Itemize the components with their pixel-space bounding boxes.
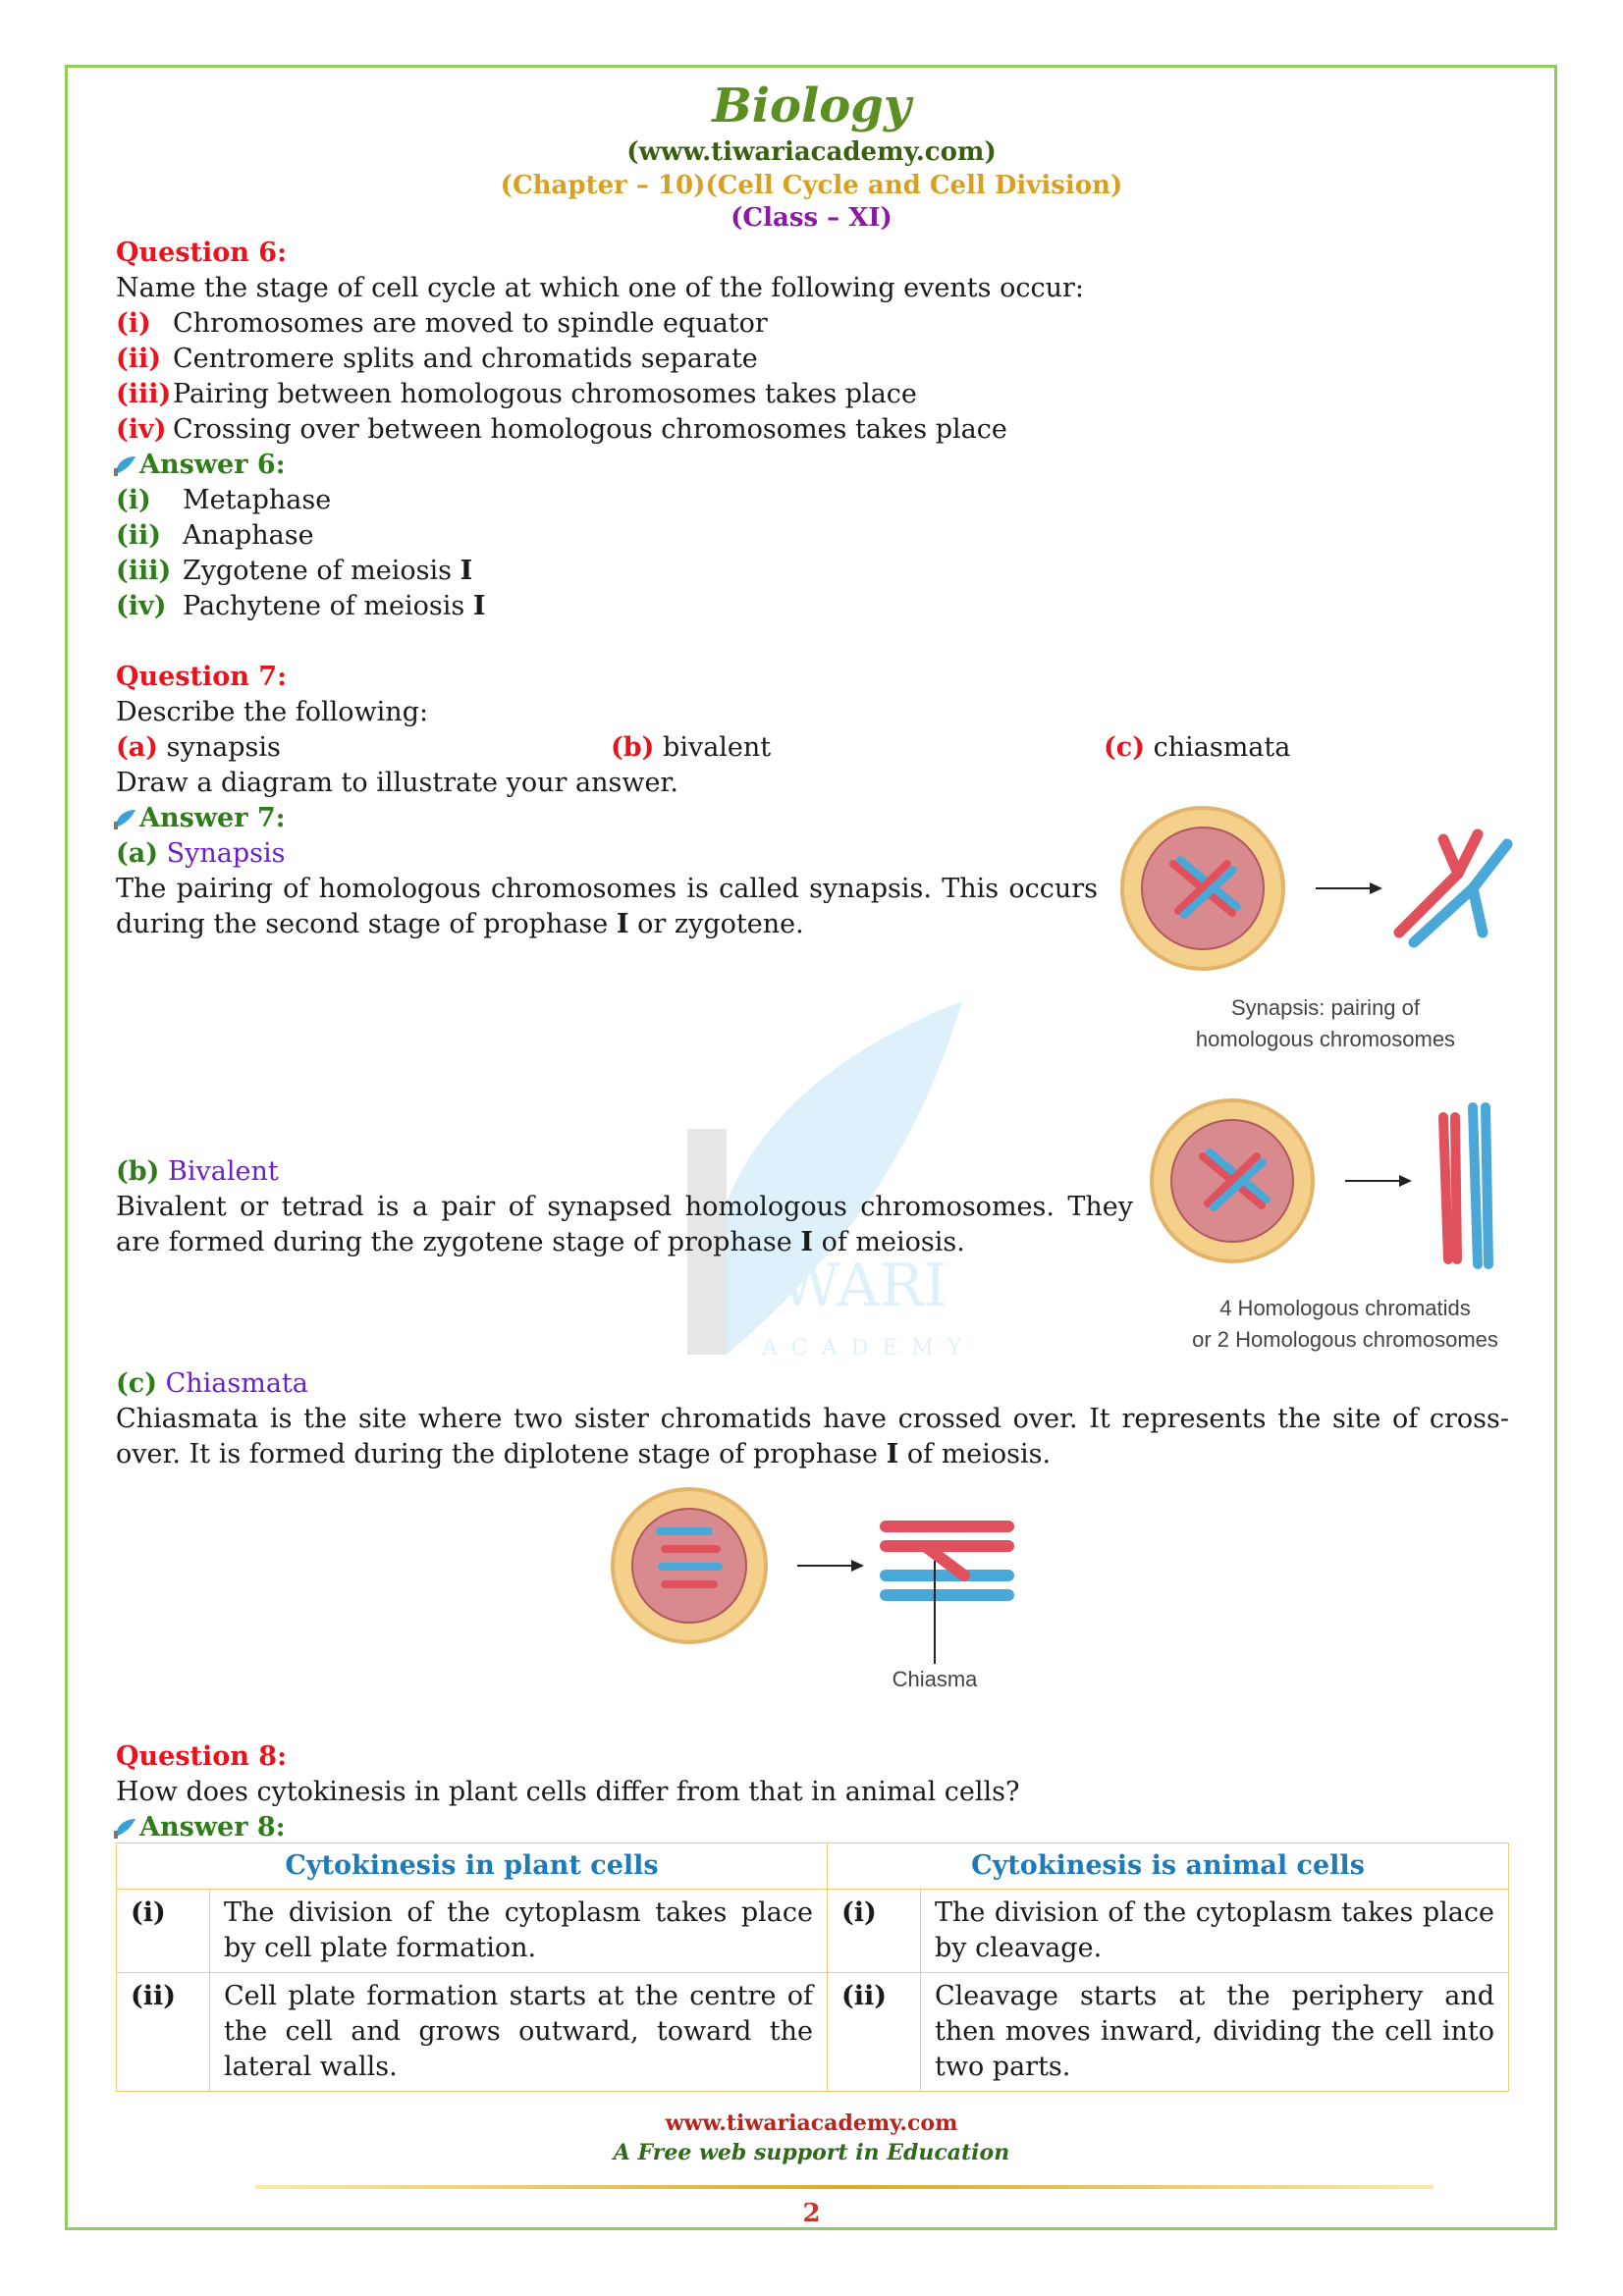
chiasmata-text: Chiasmata is the site where two sister chromatids have crossed over. It represents the site of cross-over. It is formed during the diplotene stage of prophase I of meiosis. (116, 1404, 1509, 1469)
page-title: Biology (712, 79, 911, 133)
question-8-label: Question 8: (116, 1741, 288, 1772)
answer-6-label: Answer 6: (114, 448, 286, 483)
footer-divider (255, 2185, 1434, 2189)
answer-bullet-icon (114, 454, 137, 476)
question-6-item: (ii) Centromere splits and chromatids separate (116, 344, 758, 374)
question-7-option-b: (b) bivalent (611, 732, 772, 763)
row-number: (i) (828, 1890, 921, 1973)
animal-cell-text: The division of the cytoplasm takes place by cleavage. (921, 1890, 1509, 1973)
row-number: (i) (117, 1890, 210, 1973)
synapsis-caption-line2: homologous chromosomes (1195, 1027, 1456, 1051)
question-8-text: How does cytokinesis in plant cells differ from that in animal cells? (116, 1777, 1020, 1807)
question-7-option-c: (c) chiasmata (1104, 732, 1291, 763)
row-number: (ii) (828, 1973, 921, 2092)
synapsis-caption-line1: Synapsis: pairing of (1231, 995, 1420, 1020)
question-6-item: (iv) Crossing over between homologous chromosomes takes place (116, 414, 1007, 445)
answer-7-label: Answer 7: (114, 801, 286, 836)
plant-column-header: Cytokinesis in plant cells (117, 1843, 828, 1890)
footer-tagline: A Free web support in Education (613, 2140, 1010, 2165)
question-7-text: Describe the following: (116, 697, 429, 727)
answer-8-label: Answer 8: (114, 1810, 286, 1845)
answer-6-item: (ii) Anaphase (116, 520, 314, 551)
row-number: (ii) (117, 1973, 210, 2092)
bivalent-caption-line1: 4 Homologous chromatids (1219, 1296, 1471, 1320)
animal-cell-text: Cleavage starts at the periphery and then moves inward, dividing the cell into two parts. (921, 1973, 1509, 2092)
bivalent-caption-line2: or 2 Homologous chromosomes (1192, 1327, 1498, 1352)
question-7-option-a: (a) synapsis (116, 732, 281, 763)
answer-6-item: (iv) Pachytene of meiosis I (116, 591, 486, 621)
bivalent-heading: (b) Bivalent (116, 1156, 279, 1187)
synapsis-text: The pairing of homologous chromosomes is called synapsis. This occurs during the second stage of prophase I or zygotene. (116, 874, 1098, 939)
header-chapter: (Chapter – 10)(Cell Cycle and Cell Division) (500, 171, 1123, 200)
chiasmata-heading: (c) Chiasmata (116, 1368, 308, 1399)
plant-cell-text: The division of the cytoplasm takes place by cell plate formation. (210, 1890, 828, 1973)
table-row (117, 1890, 1509, 1973)
header-website: (www.tiwariacademy.com) (626, 137, 997, 167)
synapsis-diagram (1119, 795, 1532, 991)
watermark-subword: ACADEMY (762, 1336, 976, 1361)
table-row (117, 1973, 1509, 2092)
question-7-label: Question 7: (116, 662, 288, 692)
question-6-item: (iii)Pairing between homologous chromosomes takes place (116, 379, 917, 409)
page-number: 2 (802, 2199, 821, 2228)
bivalent-diagram (1149, 1088, 1542, 1284)
cytokinesis-comparison-table (116, 1842, 1509, 2092)
header-class: (Class – XI) (730, 203, 893, 233)
tiwari-academy-watermark (668, 982, 982, 1374)
synapsis-heading: (a) Synapsis (116, 838, 286, 869)
question-6-label: Question 6: (116, 238, 288, 268)
answer-6-item: (iii) Zygotene of meiosis I (116, 556, 473, 586)
question-7-draw-instruction: Draw a diagram to illustrate your answer. (116, 768, 678, 798)
bivalent-text: Bivalent or tetrad is a pair of synapsed homologous chromosomes. They are formed during the zygotene stage of prophase I of meiosis. (116, 1192, 1133, 1257)
question-6-item: (i) Chromosomes are moved to spindle equator (116, 308, 768, 339)
answer-6-item: (i) Metaphase (116, 485, 332, 515)
chiasma-label: Chiasma (892, 1667, 978, 1691)
plant-cell-text: Cell plate formation starts at the centre of the cell and grows outward, toward the lateral walls. (210, 1973, 828, 2092)
watermark-word: IWARI (756, 1252, 947, 1320)
answer-bullet-icon (114, 808, 137, 829)
footer-website: www.tiwariacademy.com (665, 2110, 958, 2136)
table-header-row (117, 1843, 1509, 1890)
chiasmata-diagram (611, 1472, 1023, 1698)
question-6-text: Name the stage of cell cycle at which one of the following events occur: (116, 273, 1084, 303)
animal-column-header: Cytokinesis is animal cells (828, 1843, 1509, 1890)
answer-bullet-icon (114, 1817, 137, 1839)
